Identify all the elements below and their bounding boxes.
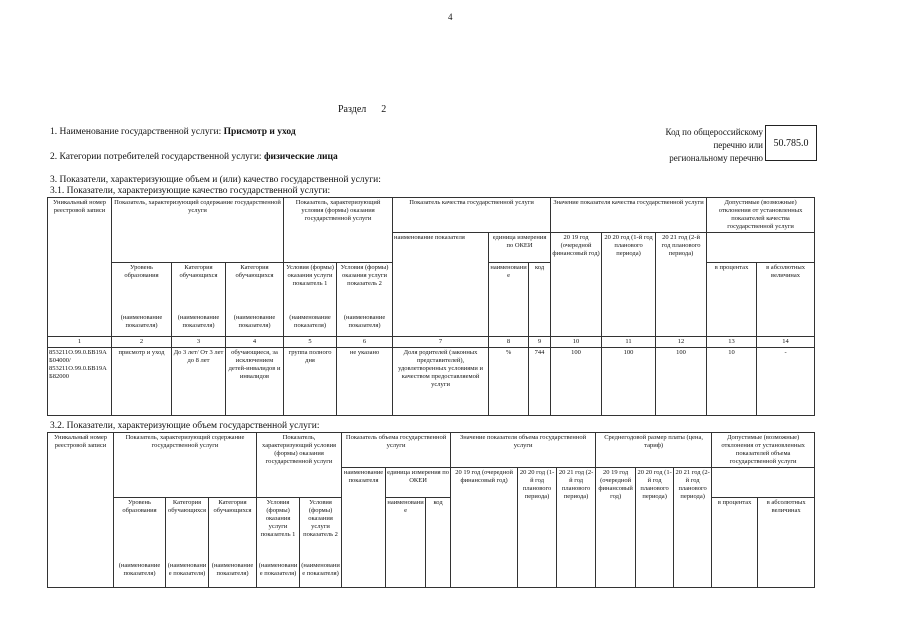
- v-h-code: код: [426, 498, 451, 588]
- q-h-pct: в процентах: [707, 263, 757, 337]
- q-colnum: 1: [48, 337, 112, 348]
- v-h-c5: Условия (формы) оказания услуги показатель 2: [300, 498, 342, 554]
- consumers-line: [50, 152, 338, 162]
- q-h-value: Значение показателя качества государственной услуги: [551, 198, 707, 233]
- q-h-empty: [48, 313, 112, 337]
- q-colnum: 13: [707, 337, 757, 348]
- v-h-unit: единица измерения по ОКЕИ: [386, 468, 451, 498]
- q-colnum: 3: [172, 337, 226, 348]
- v-h-price3: 20 21 год (2-й год планового периода): [674, 468, 712, 588]
- q-h-deviation-cont: [707, 233, 815, 263]
- q-colnum: 5: [284, 337, 337, 348]
- q-h-year1: 20 19 год (очередной финансовый год): [551, 233, 602, 337]
- q-h-year2: 20 20 год (1-й год планового периода): [602, 233, 656, 337]
- q-h-unique: Уникальный номер реестровой записи: [48, 198, 112, 313]
- service-name-value: Присмотр и уход: [223, 127, 296, 137]
- consumers-value: физические лица: [263, 152, 338, 162]
- v-h-content: Показатель, характеризующий содержание государственной услуги: [114, 433, 257, 498]
- q-colnum: 2: [112, 337, 172, 348]
- q-colnum: 8: [489, 337, 529, 348]
- v-h-value: Значение показателя объема государственной услуги: [451, 433, 596, 468]
- volume-heading: 3.2. Показатели, характеризующие объем государственной услуги:: [50, 421, 320, 431]
- q-colnum: 11: [602, 337, 656, 348]
- q-colnum: 12: [656, 337, 707, 348]
- q-colnum: 9: [529, 337, 551, 348]
- q-h-c2: Категория обучающихся: [172, 263, 226, 313]
- q-h-year3: 20 21 год (2-й год планового периода): [656, 233, 707, 337]
- q-cell-condition1: группа полного дня: [284, 348, 337, 416]
- quality-table: [47, 197, 815, 416]
- code-label-line: Код по общероссийскому: [665, 127, 763, 137]
- q-h-c5: Условия (формы) оказания услуги показатель 2: [337, 263, 393, 313]
- v-h-deviation-cont: [712, 468, 815, 498]
- code-value-box: 50.785.0: [765, 125, 817, 161]
- v-h-n4: (наименование показателя): [257, 554, 300, 588]
- q-cell-code: 744: [529, 348, 551, 416]
- q-h-deviation: Допустимые (возможные) отклонения от установленных показателей качества государственной услуги: [707, 198, 815, 233]
- q-h-code: код: [529, 263, 551, 337]
- v-h-c4: Условия (формы) оказания услуги показатель 1: [257, 498, 300, 554]
- q-h-unitname: наименование: [489, 263, 529, 337]
- q-h-c1: Уровень образования: [112, 263, 172, 313]
- q-colnum: 14: [757, 337, 815, 348]
- v-h-c1: Уровень образования: [114, 498, 166, 554]
- q-colnum: 4: [226, 337, 284, 348]
- q-h-content: Показатель, характеризующий содержание государственной услуги: [112, 198, 284, 263]
- section-heading: [338, 104, 386, 115]
- v-h-name: наименование показателя: [342, 468, 386, 588]
- q-cell-condition2: не указано: [337, 348, 393, 416]
- consumers-prefix: 2. Категории потребителей государственной услуги:: [50, 152, 262, 162]
- q-h-n1: (наименование показателя): [112, 313, 172, 337]
- v-h-n5: (наименование показателя): [300, 554, 342, 588]
- q-h-unit: единица измерения по ОКЕИ: [489, 233, 551, 263]
- code-label-line: региональному перечню: [669, 153, 763, 163]
- section-number: 2: [381, 104, 387, 115]
- q-colnum: 7: [393, 337, 489, 348]
- q-h-n4: (наименование показателя): [284, 313, 337, 337]
- v-h-c2: Категория обучающихся: [166, 498, 209, 554]
- q-colnum-row: [48, 337, 815, 348]
- q-cell-pct: 10: [707, 348, 757, 416]
- q-cell-registry: 853211О.99.0.БВ19АБ04000/ 853211О.99.0.БВ19АБ82000: [48, 348, 112, 416]
- v-h-val1: 20 19 год (очередной финансовый год): [451, 468, 518, 588]
- table-row: [48, 348, 815, 416]
- service-name-prefix: 1. Наименование государственной услуги:: [50, 127, 222, 137]
- q-h-name: наименование показателя: [393, 233, 489, 337]
- v-h-n1: (наименование показателя): [114, 554, 166, 588]
- q-colnum: 10: [551, 337, 602, 348]
- q-colnum: 6: [337, 337, 393, 348]
- v-h-val2: 20 20 год (1-й год планового периода): [518, 468, 557, 588]
- q-cell-year3: 100: [656, 348, 707, 416]
- q-h-c3: Категория обучающихся: [226, 263, 284, 313]
- v-h-n3: (наименование показателя): [209, 554, 257, 588]
- q-h-abs: в абсолютных величинах: [757, 263, 815, 337]
- q-cell-category: обучающиеся, за исключением детей-инвалидов и инвалидов: [226, 348, 284, 416]
- quality-heading: 3.1. Показатели, характеризующие качество государственной услуги:: [50, 186, 331, 196]
- q-h-quality: Показатель качества государственной услуги: [393, 198, 551, 233]
- v-h-price2: 20 20 год (1-й год планового периода): [636, 468, 674, 588]
- q-h-n5: (наименование показателя): [337, 313, 393, 337]
- page-number: 4: [448, 12, 453, 22]
- v-h-volume: Показатель объема государственной услуги: [342, 433, 451, 468]
- v-h-unitname: наименование: [386, 498, 426, 588]
- code-label: [630, 126, 763, 165]
- v-h-unique: Уникальный номер реестровой записи: [48, 433, 114, 588]
- q-cell-indicator: Доля родителей (законных представителей), удовлетворенных условиями и качеством предоставляемой услуги: [393, 348, 489, 416]
- q-h-n3: (наименование показателя): [226, 313, 284, 337]
- v-h-deviation: Допустимые (возможные) отклонения от установленных показателей объема государственной услуги: [712, 433, 815, 468]
- v-h-abs: в абсолютных величинах: [758, 498, 815, 588]
- q-h-n2: (наименование показателя): [172, 313, 226, 337]
- v-h-price1: 20 19 год (очередной финансовый год): [596, 468, 636, 588]
- q-h-conditions: Показатель, характеризующий условия (формы) оказания государственной услуги: [284, 198, 393, 263]
- q-cell-year1: 100: [551, 348, 602, 416]
- v-h-val3: 20 21 год (2-й год планового периода): [557, 468, 596, 588]
- q-cell-age: До 3 лет/ От 3 лет до 8 лет: [172, 348, 226, 416]
- v-h-price: Среднегодовой размер платы (цена, тариф): [596, 433, 712, 468]
- volume-table: [47, 432, 815, 588]
- section-label: Раздел: [338, 104, 367, 115]
- q-h-c4: Условия (формы) оказания услуги показатель 1: [284, 263, 337, 313]
- q-cell-abs: -: [757, 348, 815, 416]
- q-cell-year2: 100: [602, 348, 656, 416]
- v-h-pct: в процентах: [712, 498, 758, 588]
- v-h-conditions: Показатель, характеризующий условия (формы) оказания государственной услуги: [257, 433, 342, 498]
- service-name-line: [50, 127, 296, 137]
- indicators-heading: 3. Показатели, характеризующие объем и (или) качество государственной услуги:: [50, 175, 381, 185]
- q-cell-unit: %: [489, 348, 529, 416]
- code-label-line: перечню или: [713, 140, 763, 150]
- q-cell-content: присмотр и уход: [112, 348, 172, 416]
- v-h-n2: (наименование показателя): [166, 554, 209, 588]
- v-h-c3: Категория обучающихся: [209, 498, 257, 554]
